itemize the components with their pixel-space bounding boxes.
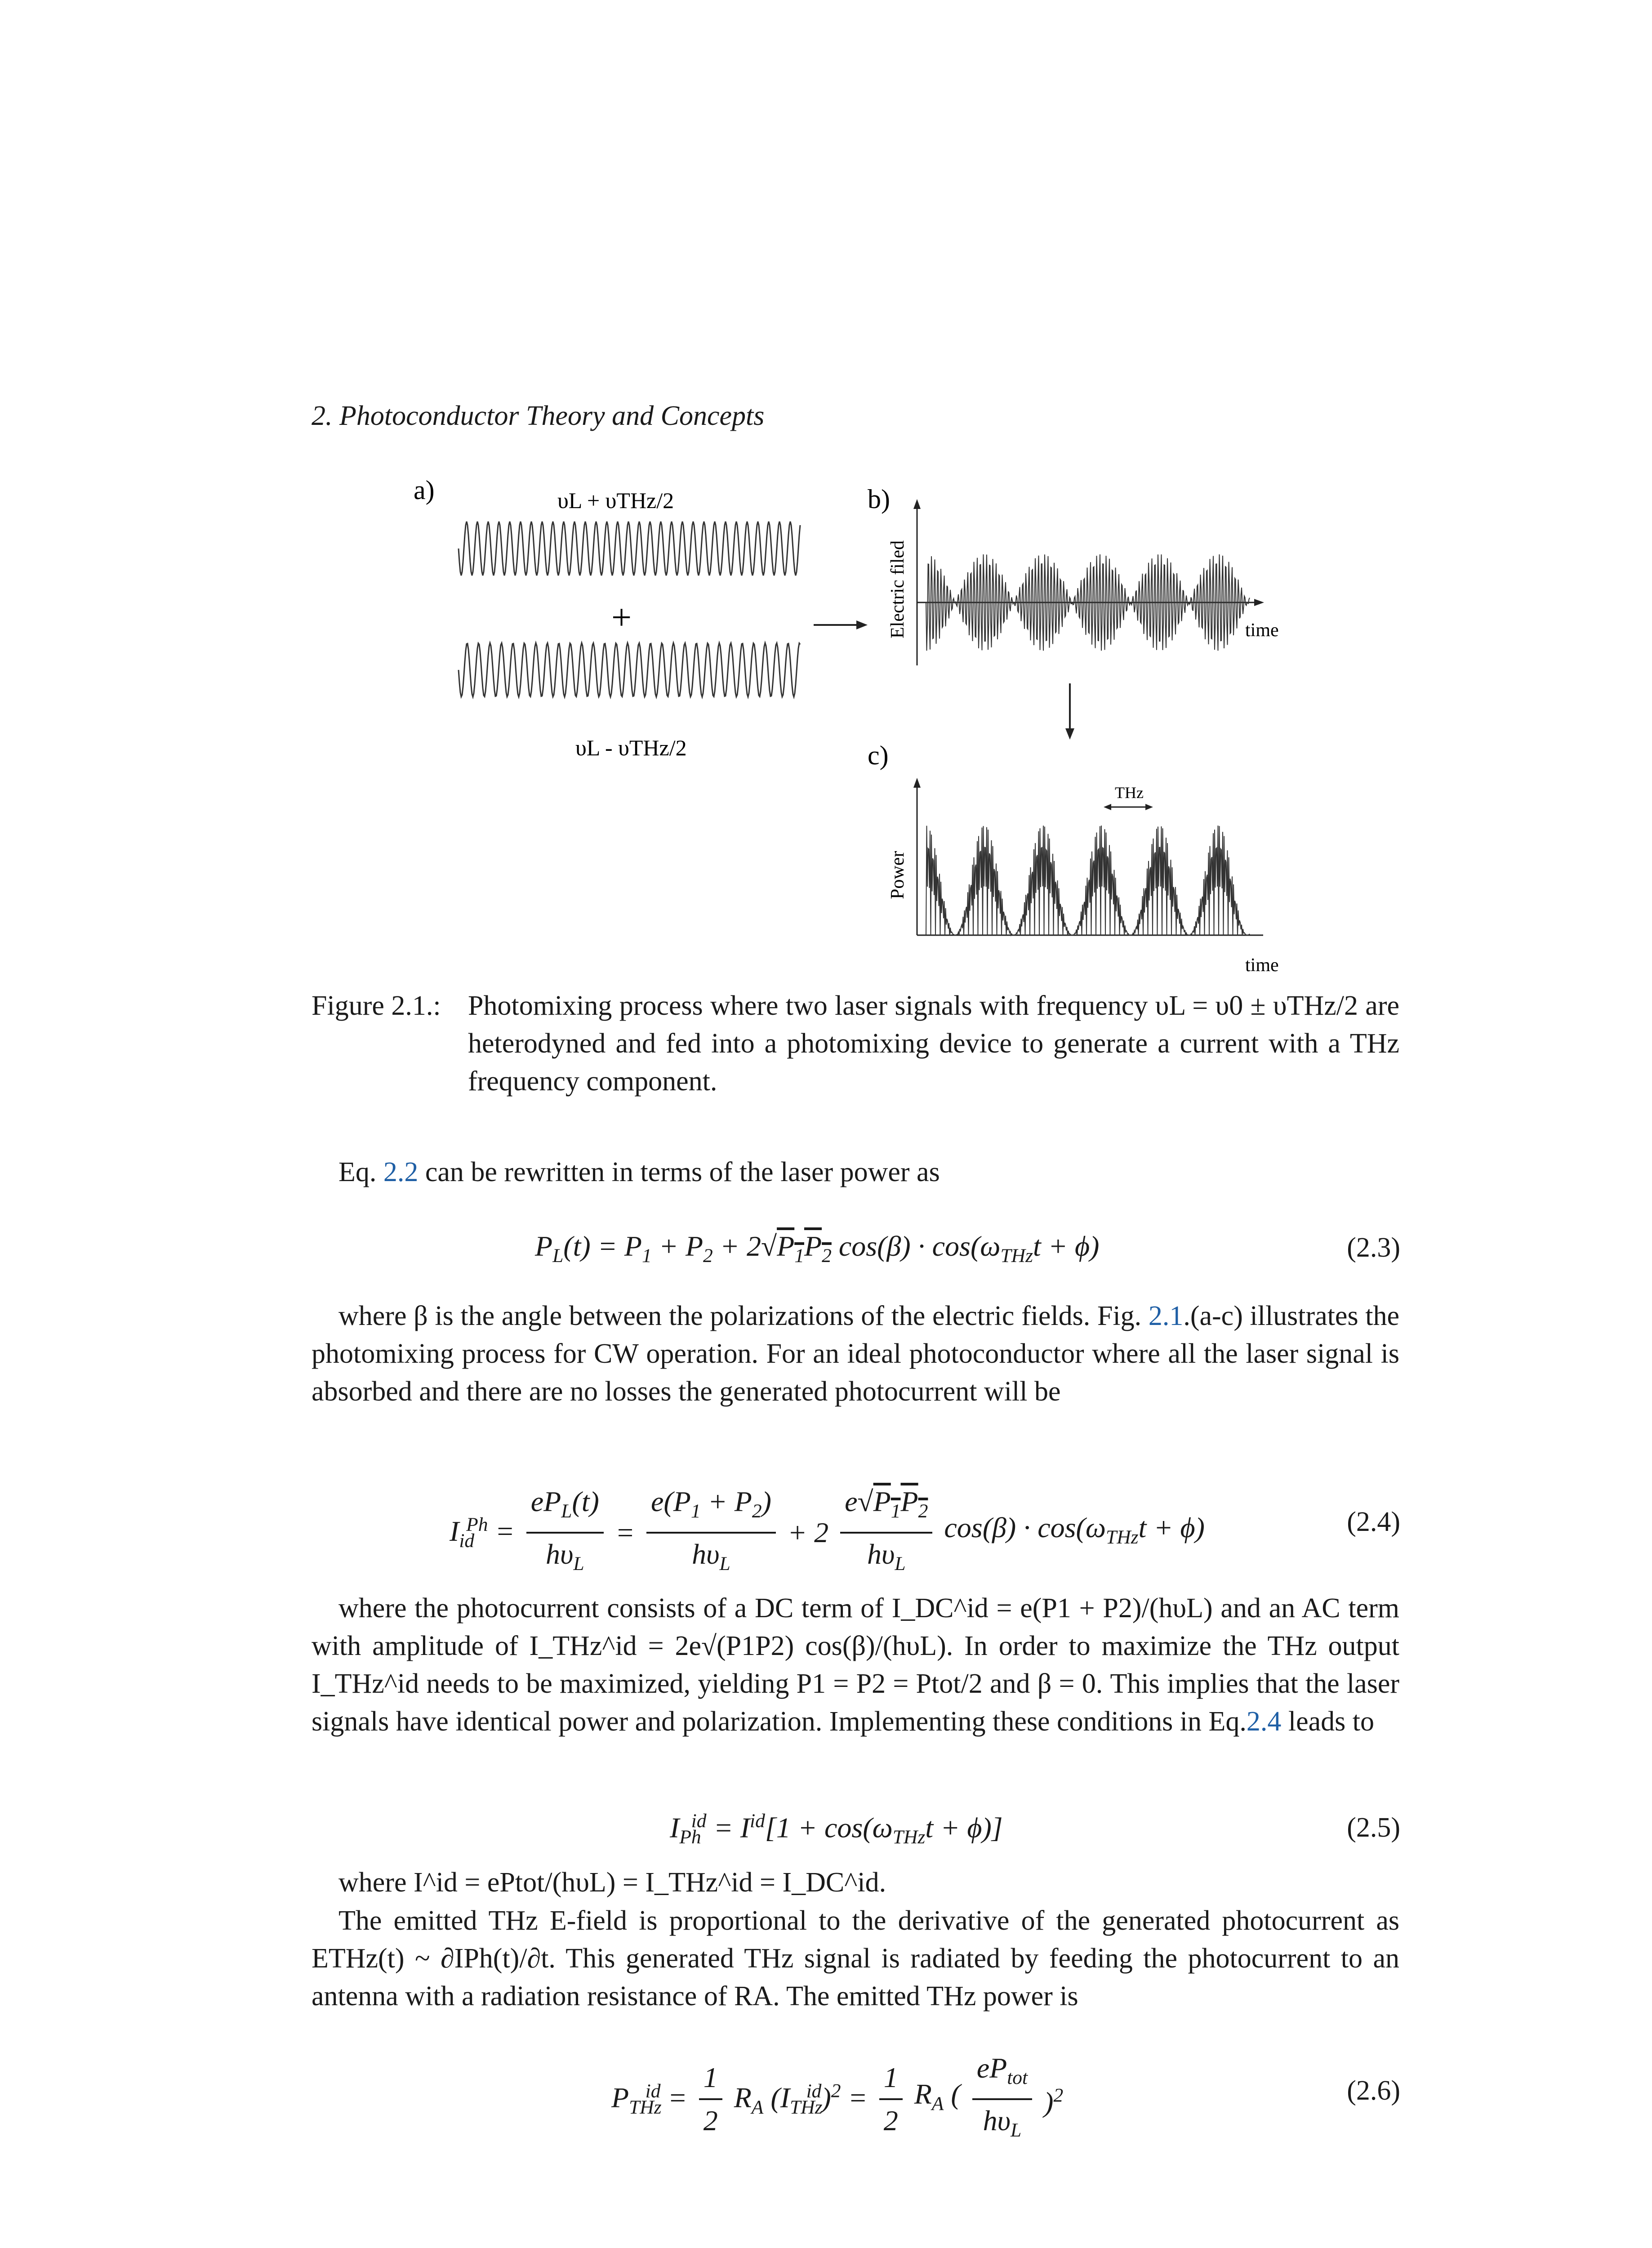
para1-suffix: can be rewritten in terms of the laser power as (425, 1157, 940, 1187)
arrow-b-to-c-head (1065, 728, 1074, 740)
equation-2-6: $P_{THz}^{id}$ = $\frac{1}{2}$ $R_A$ $(I_{THz}^{id})^2$ = $\frac{1}{2}$ $R_A$ ( $\frac{eP_{tot}}{h\upsilon_L}$ )$^2$ (611, 2050, 1063, 2148)
para1-prefix: Eq. (338, 1157, 377, 1187)
eq-2-4-link[interactable]: 2.4 (1246, 1706, 1282, 1737)
beat-power-signal (926, 825, 1250, 935)
eq-2-4-number: (2.4) (1347, 1507, 1400, 1537)
paragraph-3 (312, 1589, 1399, 1740)
paragraph-2 (312, 1297, 1399, 1410)
caption-text: Photomixing process where two laser signals with frequency υL = υ0 ± υTHz/2 are heterodyned and fed into a photomixing device to generate a current with a THz frequency component. (468, 990, 1399, 1097)
bottom-laser-wave (459, 643, 800, 697)
arrow-a-to-b-head (856, 620, 868, 629)
equation-2-5: $I_{Ph}^{id} = I^{id}[1 + \cos(\omega_{THz}t + \phi)]$ (670, 1810, 1003, 1848)
equation-2-4: $I_{id}^{Ph}$ = $\frac{eP_L(t)}{h\upsilon_L}$ = $\frac{e(P_1 + P_2)}{h\upsilon_L}$ + 2 $\frac{e√P_1P_2}{h\upsilon_L}$ $\cos(\beta) \cdot \cos(\omega_{THz}t + \phi)$ (450, 1484, 1205, 1582)
photomixing-figure (405, 468, 1349, 985)
beat-electric-field (926, 554, 1250, 651)
eq-2-3-number: (2.3) (1347, 1232, 1400, 1263)
para3-before: where the photocurrent consists of a DC term of I_DC^id = e(P1 + P2)/(hυL) and an AC term with amplitude of I_THz^id = 2e√(P1P2) cos(β)/(hυL). In order to maximize the THz output I_THz^id needs to be maximized, yielding P1 = P2 = Ptot/2 and β = 0. This implies that the laser signals have identical power and polarization. Implementing these conditions in Eq. (312, 1593, 1399, 1737)
para2-before: where β is the angle between the polarizations of the electric fields. Fig. (338, 1301, 1142, 1331)
thz-label: THz (1115, 784, 1144, 802)
b-y-label: Electric filed (887, 540, 908, 638)
panel-a-label: a) (414, 475, 435, 505)
paragraph-1 (312, 1153, 1399, 1191)
fig-2-1-link[interactable]: 2.1 (1148, 1301, 1184, 1331)
para2-after: .(a-c) illustrates the photomixing process for CW operation. For an ideal photoconductor where all the laser signal is absorbed and there are no losses the generated photocurrent will be (312, 1301, 1399, 1407)
top-wave-label: υL + υTHz/2 (557, 488, 674, 513)
plus-sign: + (611, 598, 632, 638)
panel-b-label: b) (868, 484, 890, 514)
c-x-label: time (1245, 955, 1279, 976)
bottom-wave-label: υL - υTHz/2 (575, 735, 687, 760)
equation-2-3: $P_L(t) = P_1 + P_2 + 2√P_1P_2$ $\cos(\beta) \cdot \cos(\omega_{THz}t + \phi)$ (535, 1230, 1100, 1267)
paragraph-5: The emitted THz E-field is proportional to the derivative of the generated photocurrent as ETHz(t) ~ ∂IPh(t)/∂t. This generated THz signal is radiated by feeding the photocurrent to an antenna with a radiation resistance of RA. The emitted THz power is (312, 1905, 1399, 2012)
caption-number: Figure 2.1.: (312, 990, 441, 1021)
eq-2-6-number: (2.6) (1347, 2075, 1400, 2106)
running-header: 2. Photoconductor Theory and Concepts (312, 401, 765, 431)
panel-c-label: c) (868, 740, 889, 770)
top-laser-wave (459, 522, 800, 575)
para3-after: leads to (1288, 1706, 1375, 1737)
eq-2-2-link[interactable]: 2.2 (383, 1157, 419, 1187)
b-x-label: time (1245, 620, 1279, 641)
paragraph-4: where I^id = ePtot/(hυL) = I_THz^id = I_DC^id. (338, 1867, 886, 1898)
c-y-label: Power (887, 851, 908, 899)
eq-2-5-number: (2.5) (1347, 1812, 1400, 1843)
